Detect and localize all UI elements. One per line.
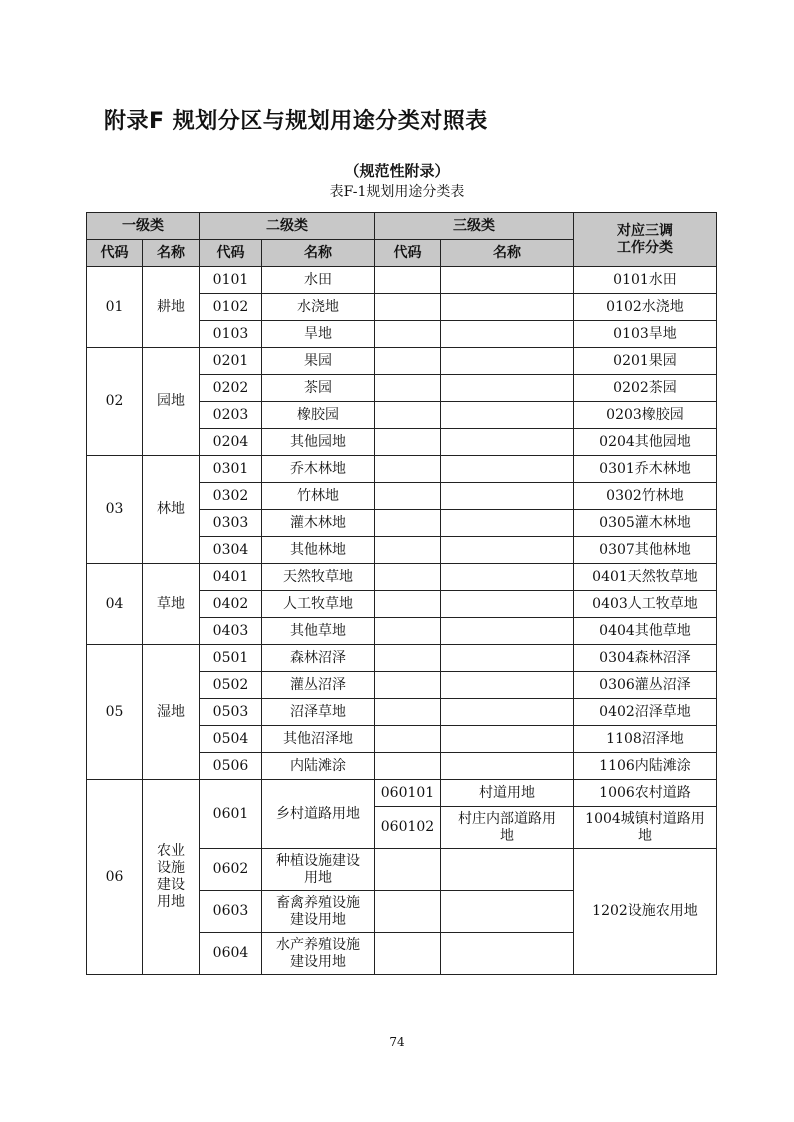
level1-code: 06 (87, 780, 143, 975)
survey-class: 1202设施农用地 (574, 849, 717, 975)
level1-code: 03 (87, 456, 143, 564)
level3-name-empty (441, 849, 574, 891)
level2-code: 0303 (200, 510, 262, 537)
survey-class: 0305灌木林地 (574, 510, 717, 537)
survey-class: 0307其他林地 (574, 537, 717, 564)
level3-name-empty (441, 672, 574, 699)
level3-code-empty (375, 321, 441, 348)
header-code: 代码 (375, 240, 441, 267)
survey-class: 0401天然牧草地 (574, 564, 717, 591)
header-code: 代码 (200, 240, 262, 267)
survey-class: 0103旱地 (574, 321, 717, 348)
level2-name: 乡村道路用地 (262, 780, 375, 849)
survey-class: 0201果园 (574, 348, 717, 375)
table-row (87, 348, 717, 375)
level1-code: 02 (87, 348, 143, 456)
level1-name: 草地 (143, 564, 200, 645)
level3-name-empty (441, 402, 574, 429)
level1-code: 01 (87, 267, 143, 348)
survey-class: 0102水浇地 (574, 294, 717, 321)
level3-code-empty (375, 726, 441, 753)
level1-code: 04 (87, 564, 143, 645)
page-title: 附录F 规划分区与规划用途分类对照表 (104, 109, 488, 134)
level3-name-empty (441, 891, 574, 933)
level2-name: 沼泽草地 (262, 699, 375, 726)
level2-code: 0504 (200, 726, 262, 753)
header-name: 名称 (262, 240, 375, 267)
level3-name-empty (441, 564, 574, 591)
level2-name: 水浇地 (262, 294, 375, 321)
survey-class: 1006农村道路 (574, 780, 717, 807)
survey-class: 0203橡胶园 (574, 402, 717, 429)
level2-code: 0202 (200, 375, 262, 402)
level3-code-empty (375, 564, 441, 591)
header-survey: 对应三调 工作分类 (574, 213, 717, 267)
level3-name-empty (441, 510, 574, 537)
level2-code: 0301 (200, 456, 262, 483)
level2-code: 0403 (200, 618, 262, 645)
level3-code-empty (375, 483, 441, 510)
level3-name-empty (441, 618, 574, 645)
level3-code-empty (375, 591, 441, 618)
level2-name: 其他沼泽地 (262, 726, 375, 753)
land-use-classification-table (86, 212, 717, 975)
level2-code: 0506 (200, 753, 262, 780)
level2-code: 0304 (200, 537, 262, 564)
level2-name: 其他林地 (262, 537, 375, 564)
table-row (87, 564, 717, 591)
page-number: 74 (389, 1035, 405, 1049)
level2-code: 0602 (200, 849, 262, 891)
level2-name: 灌木林地 (262, 510, 375, 537)
header-code: 代码 (87, 240, 143, 267)
survey-class: 0101水田 (574, 267, 717, 294)
level3-name-empty (441, 699, 574, 726)
level2-code: 0302 (200, 483, 262, 510)
level2-name: 灌丛沼泽 (262, 672, 375, 699)
level3-name-empty (441, 429, 574, 456)
level3-name-empty (441, 753, 574, 780)
table-row (87, 267, 717, 294)
level1-name: 林地 (143, 456, 200, 564)
survey-class: 1004城镇村道路用 地 (574, 807, 717, 849)
header-level1: 一级类 (87, 213, 200, 240)
table-body (87, 267, 717, 780)
level2-name: 橡胶园 (262, 402, 375, 429)
level2-code: 0503 (200, 699, 262, 726)
level2-code: 0102 (200, 294, 262, 321)
level2-name: 乔木林地 (262, 456, 375, 483)
level3-name-empty (441, 645, 574, 672)
level3-name-empty (441, 294, 574, 321)
level2-name: 畜禽养殖设施 建设用地 (262, 891, 375, 933)
header-level2: 二级类 (200, 213, 375, 240)
survey-class: 0402沼泽草地 (574, 699, 717, 726)
level2-code: 0502 (200, 672, 262, 699)
level2-name: 其他草地 (262, 618, 375, 645)
level3-name-empty (441, 933, 574, 975)
level2-name: 茶园 (262, 375, 375, 402)
level3-code-empty (375, 267, 441, 294)
level2-code: 0201 (200, 348, 262, 375)
survey-class: 1108沼泽地 (574, 726, 717, 753)
level2-code: 0604 (200, 933, 262, 975)
level2-code: 0203 (200, 402, 262, 429)
table-row (87, 645, 717, 672)
survey-class: 0302竹林地 (574, 483, 717, 510)
survey-class: 0301乔木林地 (574, 456, 717, 483)
level3-code-empty (375, 849, 441, 891)
level3-code-empty (375, 456, 441, 483)
level2-name: 内陆滩涂 (262, 753, 375, 780)
level3-code: 060102 (375, 807, 441, 849)
level3-code-empty (375, 672, 441, 699)
appendix-subtitle: （规范性附录） (344, 162, 450, 180)
level2-code: 0204 (200, 429, 262, 456)
level2-code: 0501 (200, 645, 262, 672)
level3-code-empty (375, 933, 441, 975)
level3-code-empty (375, 294, 441, 321)
level1-name: 湿地 (143, 645, 200, 780)
level3-name-empty (441, 591, 574, 618)
survey-class: 0202茶园 (574, 375, 717, 402)
level3-code-empty (375, 429, 441, 456)
level3-name: 村庄内部道路用 地 (441, 807, 574, 849)
survey-class: 0204其他园地 (574, 429, 717, 456)
table-caption: 表F-1规划用途分类表 (329, 184, 465, 200)
level3-code-empty (375, 510, 441, 537)
level3-code-empty (375, 618, 441, 645)
level1-name: 农业 设施 建设 用地 (143, 780, 200, 975)
group-06 (87, 780, 717, 975)
level2-name: 果园 (262, 348, 375, 375)
level3-code-empty (375, 402, 441, 429)
survey-class: 0304森林沼泽 (574, 645, 717, 672)
level2-name: 旱地 (262, 321, 375, 348)
header-name: 名称 (143, 240, 200, 267)
level3-code-empty (375, 753, 441, 780)
survey-class: 1106内陆滩涂 (574, 753, 717, 780)
level2-name: 人工牧草地 (262, 591, 375, 618)
survey-class: 0403人工牧草地 (574, 591, 717, 618)
header-name: 名称 (441, 240, 574, 267)
level2-code: 0402 (200, 591, 262, 618)
level1-name: 耕地 (143, 267, 200, 348)
table-row (87, 456, 717, 483)
level3-name-empty (441, 537, 574, 564)
level3-code-empty (375, 537, 441, 564)
level2-code: 0101 (200, 267, 262, 294)
header-level3: 三级类 (375, 213, 574, 240)
level3-name-empty (441, 267, 574, 294)
level3-name: 村道用地 (441, 780, 574, 807)
level1-code: 05 (87, 645, 143, 780)
level3-code: 060101 (375, 780, 441, 807)
level3-code-empty (375, 375, 441, 402)
level3-name-empty (441, 726, 574, 753)
level1-name: 园地 (143, 348, 200, 456)
level3-name-empty (441, 375, 574, 402)
survey-class: 0306灌丛沼泽 (574, 672, 717, 699)
level2-name: 水田 (262, 267, 375, 294)
level2-code: 0603 (200, 891, 262, 933)
level3-code-empty (375, 348, 441, 375)
level3-name-empty (441, 456, 574, 483)
level3-name-empty (441, 321, 574, 348)
level3-name-empty (441, 483, 574, 510)
level3-code-empty (375, 699, 441, 726)
level3-name-empty (441, 348, 574, 375)
level2-name: 水产养殖设施 建设用地 (262, 933, 375, 975)
level2-name: 种植设施建设 用地 (262, 849, 375, 891)
survey-class: 0404其他草地 (574, 618, 717, 645)
level2-name: 天然牧草地 (262, 564, 375, 591)
level2-code: 0103 (200, 321, 262, 348)
level2-code: 0601 (200, 780, 262, 849)
level2-name: 森林沼泽 (262, 645, 375, 672)
level3-code-empty (375, 645, 441, 672)
level2-name: 其他园地 (262, 429, 375, 456)
level2-name: 竹林地 (262, 483, 375, 510)
level2-code: 0401 (200, 564, 262, 591)
level3-code-empty (375, 891, 441, 933)
